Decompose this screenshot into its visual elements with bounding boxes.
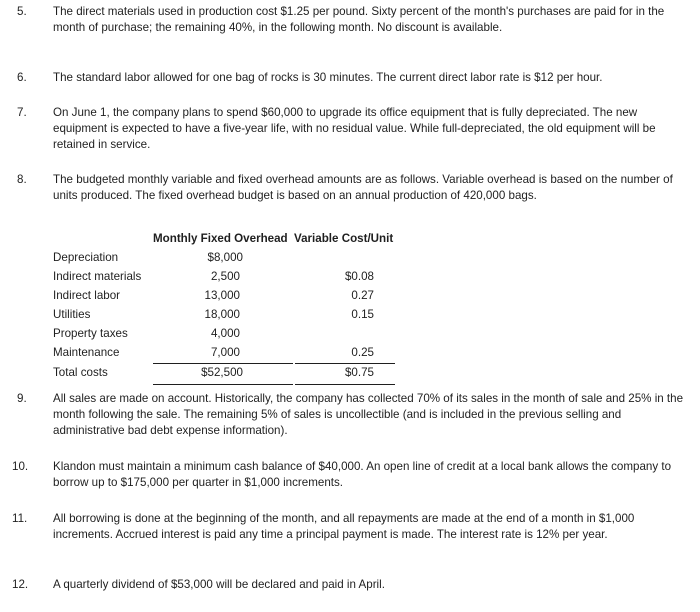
table-row	[53, 307, 413, 326]
fixed-value: 13,000	[204, 289, 240, 302]
overhead-table	[53, 231, 413, 387]
item-text: All sales are made on account. Historically, the company has collected 70% of its sales in the month of sale and 25% in the month following the sale. The remaining 5% of sales is uncollectible (and is included in the previous selling and administrative bad debt expense information).	[53, 392, 684, 437]
fixed-value: 4,000	[210, 327, 240, 340]
subtotal-rule	[295, 363, 395, 364]
item-text: All borrowing is done at the beginning of the month, and all repayments are made at the end of a month in $1,000 increments. Accrued interest is paid any time a principal payment is made. The interest rate is 12% per year.	[53, 512, 635, 541]
item-text: The budgeted monthly variable and fixed overhead amounts are as follows. Variable overhead is based on the number of units produced. The fixed overhead budget is based on an annual production of 420,000 bags.	[53, 173, 673, 202]
table-row	[53, 288, 413, 307]
item-number: 12.	[12, 578, 29, 591]
item-text: The standard labor allowed for one bag of rocks is 30 minutes. The current direct labor rate is $12 per hour.	[53, 71, 603, 84]
variable-total: $0.75	[344, 366, 374, 379]
table-row	[53, 250, 413, 269]
variable-value: $0.08	[344, 270, 374, 283]
variable-value: 0.15	[351, 308, 374, 321]
row-label: Property taxes	[53, 327, 128, 340]
item-number: 7.	[17, 106, 27, 119]
total-rule	[153, 384, 293, 385]
row-label: Maintenance	[53, 346, 120, 359]
variable-cost-header: Variable Cost/Unit	[294, 232, 394, 245]
item-number: 8.	[17, 173, 27, 186]
row-label: Depreciation	[53, 251, 119, 264]
item-number: 9.	[17, 392, 27, 405]
item-number: 10.	[12, 460, 29, 473]
fixed-value: 2,500	[210, 270, 240, 283]
fixed-value: $8,000	[207, 251, 243, 264]
table-row	[53, 345, 413, 364]
fixed-value: 7,000	[210, 346, 240, 359]
table-row	[53, 269, 413, 288]
fixed-total: $52,500	[201, 366, 243, 379]
row-label: Utilities	[53, 308, 91, 321]
table-header-row	[53, 231, 413, 250]
variable-value: 0.27	[351, 289, 374, 302]
item-number: 11.	[12, 512, 28, 525]
fixed-overhead-header: Monthly Fixed Overhead	[153, 232, 288, 245]
subtotal-rule	[153, 363, 293, 364]
item-text: The direct materials used in production cost $1.25 per pound. Sixty percent of the month's purchases are paid for in the month of purchase; the remaining 40%, in the following month. No discount is available.	[53, 5, 665, 34]
item-text: A quarterly dividend of $53,000 will be declared and paid in April.	[53, 578, 385, 591]
variable-value: 0.25	[351, 346, 374, 359]
item-number: 5.	[17, 5, 27, 18]
total-rule	[295, 384, 395, 385]
table-row	[53, 326, 413, 345]
item-text: On June 1, the company plans to spend $60,000 to upgrade its office equipment that is fully depreciated. The new equipment is expected to have a five-year life, with no residual value. While full-depreciated, the old equipment will be retained in service.	[53, 106, 656, 151]
item-number: 6.	[17, 71, 27, 84]
row-label: Total costs	[53, 366, 108, 379]
row-label: Indirect labor	[53, 289, 121, 302]
fixed-value: 18,000	[204, 308, 240, 321]
row-label: Indirect materials	[53, 270, 142, 283]
table-total-row	[53, 365, 413, 384]
item-text: Klandon must maintain a minimum cash balance of $40,000. An open line of credit at a local bank allows the company to borrow up to $175,000 per quarter in $1,000 increments.	[53, 460, 672, 489]
